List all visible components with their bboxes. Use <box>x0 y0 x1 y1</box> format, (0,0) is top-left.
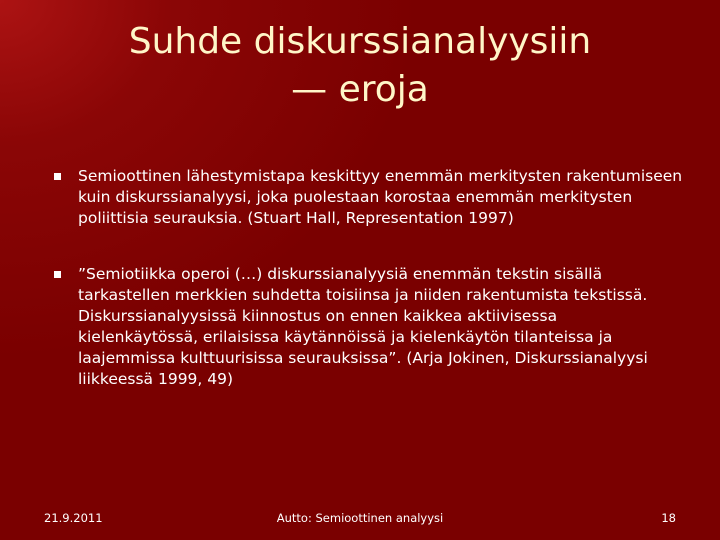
bullet-1-line-2: kuin diskurssianalyysi, joka puolestaan korostaa enemmän merkitysten <box>78 188 633 206</box>
slide-title-line-1: Suhde diskurssianalyysiin <box>128 21 592 62</box>
footer-date: 21.9.2011 <box>44 511 103 525</box>
slide-title <box>60 18 660 114</box>
bullet-item-2 <box>54 264 690 390</box>
bullet-2-line-4: kielenkäytössä, erilaisissa käytännöissä ja kielenkäytön tilanteissa ja <box>78 328 613 346</box>
footer-title: Autto: Semioottinen analyysi <box>276 511 444 525</box>
bullet-2-line-5: laajemmissa kulttuurisissa seurauksissa”. (Arja Jokinen, Diskurssianalyysi <box>78 349 648 367</box>
bullet-2-line-2: tarkastellen merkkien suhdetta toisiinsa ja niiden rakentumista tekstissä. <box>78 286 648 304</box>
bullet-list <box>54 166 690 390</box>
bullet-1-line-1: Semioottinen lähestymistapa keskittyy enemmän merkitysten rakentumiseen <box>78 167 683 185</box>
page-number: 18 <box>661 511 676 525</box>
bullet-1-line-3: poliittisia seurauksia. (Stuart Hall, Representation 1997) <box>78 209 514 227</box>
bullet-text-1 <box>78 166 690 229</box>
slide-title-line-2: — eroja <box>291 69 429 110</box>
square-bullet-icon <box>54 271 61 278</box>
bullet-text-2 <box>78 264 690 390</box>
bullet-item-1 <box>54 166 690 229</box>
bullet-2-line-3: Diskurssianalyysissä kiinnostus on ennen kaikkea aktiivisessa <box>78 307 558 325</box>
bullet-2-line-6: liikkeessä 1999, 49) <box>78 370 234 388</box>
bullet-2-line-1: ”Semiotiikka operoi (…) diskurssianalyysiä enemmän tekstin sisällä <box>78 265 603 283</box>
square-bullet-icon <box>54 173 61 180</box>
